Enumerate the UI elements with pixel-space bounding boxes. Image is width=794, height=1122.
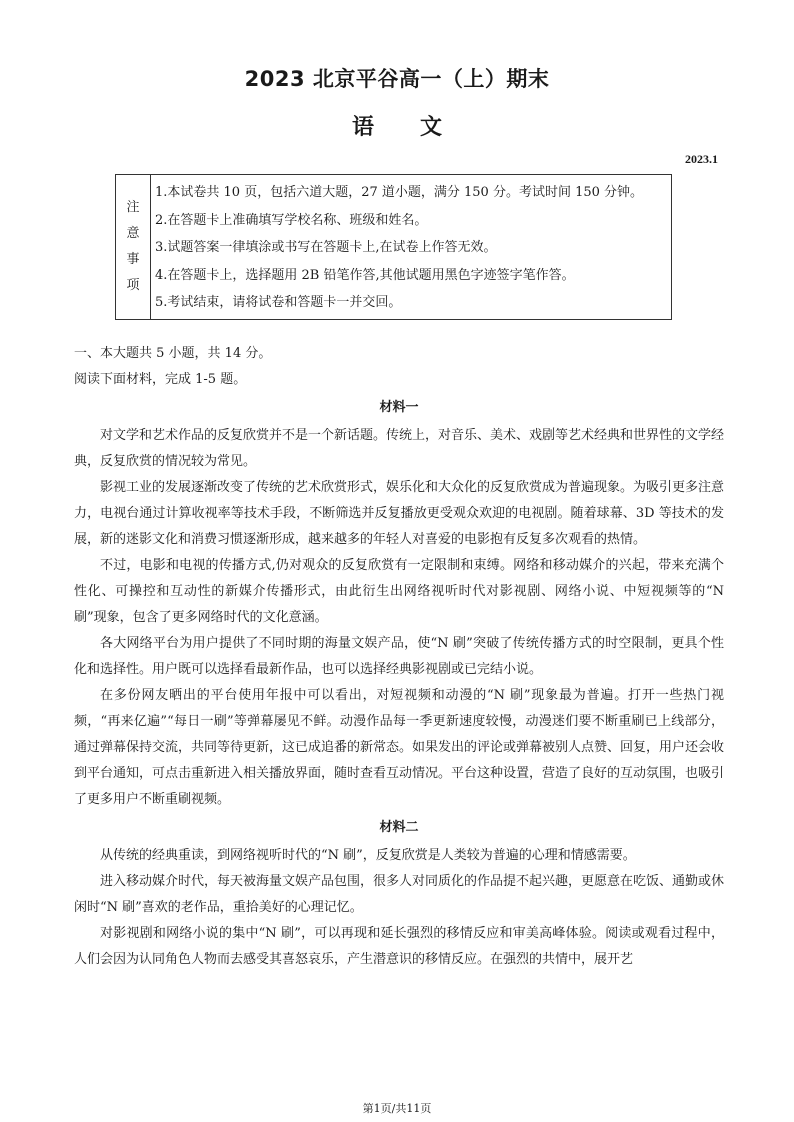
notice-item: 2.在答题卡上准确填写学校名称、班级和姓名。 (155, 212, 428, 228)
notice-label-char: 项 (126, 278, 140, 293)
section-intro: 一、本大题共 5 小题，共 14 分。 (74, 346, 272, 361)
material-paragraph: 进入移动媒介时代，每天被海量文娱产品包围，很多人对同质化的作品提不起兴趣，更愿意在吃饭、通勤或休闲时“N 刷”喜欢的老作品，重拾美好的心理记忆。 (74, 874, 725, 915)
notice-label-char: 事 (126, 252, 140, 267)
notice-item: 1.本试卷共 10 页，包括六道大题，27 道小题，满分 150 分。考试时间 150 分钟。 (155, 185, 644, 200)
notice-items (151, 175, 671, 319)
material-paragraph: 对影视剧和网络小说的集中“N 刷”，可以再现和延长强烈的移情反应和审美高峰体验。阅读或观看过程中，人们会因为认同角色人物而去感受其喜怒哀乐，产生潜意识的移情反应。在强烈的共情中，展开艺 (74, 926, 724, 967)
subject-title: 语文 (351, 115, 488, 140)
notice-item: 3.试题答案一律填涂或书写在答题卡上,在试卷上作答无效。 (155, 240, 497, 255)
exam-title: 2023 北京平谷高一（上）期末 (244, 67, 550, 91)
section-instruction: 阅读下面材料，完成 1-5 题。 (74, 372, 247, 387)
material-paragraph: 从传统的经典重读，到网络视听时代的“N 刷”，反复欣赏是人类较为普遍的心理和情感需要。 (100, 848, 636, 863)
material-paragraph: 不过，电影和电视的传播方式,仍对观众的反复欣赏有一定限制和束缚。网络和移动媒介的兴起，带来充满个性化、可操控和互动性的新媒介传播形式，由此衍生出网络视听时代对影视剧、网络小说、中短视频等的“N 刷”现象，包含了更多网络时代的文化意涵。 (74, 558, 724, 625)
notice-item: 4.在答题卡上，选择题用 2B 铅笔作答,其他试题用黑色字迹签字笔作答。 (155, 267, 575, 283)
reading-section (74, 341, 724, 973)
notice-box (115, 174, 672, 320)
material-heading: 材料一 (379, 400, 419, 415)
page-number: 第1页/共11页 (362, 1102, 432, 1115)
material-paragraph: 各大网络平台为用户提供了不同时期的海量文娱产品，使“N 刷”突破了传统传播方式的时空限制，更具个性化和选择性。用户既可以选择看最新作品，也可以选择经典影视剧或已完结小说。 (74, 636, 724, 677)
material-paragraph: 影视工业的发展逐渐改变了传统的艺术欣赏形式，娱乐化和大众化的反复欣赏成为普遍现象。为吸引更多注意力，电视台通过计算收视率等技术手段，不断筛选并反复播放更受观众欢迎的电视剧。随着球幕、3D 等技术的发展，新的迷影文化和消费习惯逐渐形成，越来越多的年轻人对喜爱的电影抱有反复多次观看的热情。 (74, 480, 725, 547)
notice-label-char: 注 (126, 200, 140, 215)
material-paragraph: 在多份网友晒出的平台使用年报中可以看出，对短视频和动漫的“N 刷”现象最为普遍。打开一些热门视频，“再来亿遍”“每日一刷”等弹幕屡见不鲜。动漫作品每一季更新速度较慢，动漫迷们要不断重刷已上线部分，通过弹幕保持交流，共同等待更新，这已成追番的新常态。如果发出的评论或弹幕被别人点赞、回复，用户还会收到平台通知，可点击重新进入相关播放界面，随时查看互动情况。平台这种设置，营造了良好的互动氛围，也吸引了更多用户不断重刷视频。 (74, 688, 725, 807)
exam-date: 2023.1 (685, 152, 718, 166)
notice-item: 5.考试结束，请将试卷和答题卡一并交回。 (155, 295, 402, 310)
notice-label (116, 175, 151, 319)
notice-label-char: 意 (126, 226, 140, 241)
material-heading: 材料二 (379, 820, 419, 835)
material-paragraph: 对文学和艺术作品的反复欣赏并不是一个新话题。传统上，对音乐、美术、戏剧等艺术经典和世界性的文学经典，反复欣赏的情况较为常见。 (74, 428, 725, 469)
